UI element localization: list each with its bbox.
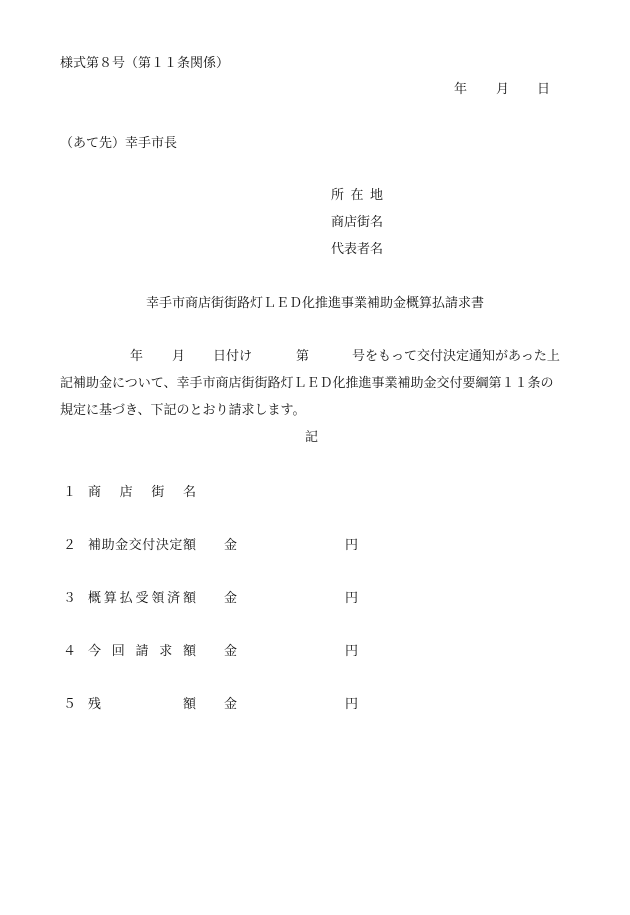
body-line3: 規定に基づき、下記のとおり請求します。	[60, 403, 306, 418]
body-number-prefix: 第	[296, 349, 310, 364]
item-kin-label: 金	[224, 644, 238, 659]
body-line2: 記補助金について、幸手市商店街街路灯ＬＥＤ化推進事業補助金交付要綱第１１条の	[60, 376, 554, 391]
applicant-rep-name-label: 代表者名	[331, 242, 384, 257]
body-year-label: 年	[130, 349, 144, 364]
applicant-shop-name-label: 商店街名	[331, 215, 384, 230]
item-kin-label: 金	[224, 591, 238, 606]
body-month-label: 月	[172, 349, 186, 364]
item-label-current-request-amount: 今 回 請 求 額	[88, 644, 196, 659]
item-number: ５	[63, 697, 77, 712]
item-yen-label: 円	[345, 644, 359, 659]
item-label-remaining-amount: 残 額	[88, 697, 196, 712]
document-title: 幸手市商店街街路灯ＬＥＤ化推進事業補助金概算払請求書	[145, 296, 484, 311]
item-number: １	[63, 485, 77, 500]
item-kin-label: 金	[224, 538, 238, 553]
item-number: ２	[63, 538, 77, 553]
item-label-shop-name: 商 店 街 名	[88, 485, 196, 500]
addressee: （あて先）幸手市長	[60, 136, 178, 151]
body-dated-label: 日付け	[213, 349, 253, 364]
date-year-label: 年	[454, 82, 468, 97]
date-day-label: 日	[537, 82, 551, 97]
ki-marker: 記	[305, 430, 319, 445]
item-label-grant-decision-amount: 補 助 金 交 付 決 定 額	[88, 538, 196, 553]
item-number: ４	[63, 644, 77, 659]
date-month-label: 月	[496, 82, 510, 97]
item-yen-label: 円	[345, 591, 359, 606]
form-number: 様式第８号（第１１条関係）	[60, 56, 230, 71]
applicant-address-label: 所 在 地	[331, 188, 383, 203]
item-number: ３	[63, 591, 77, 606]
item-yen-label: 円	[345, 538, 359, 553]
item-kin-label: 金	[224, 697, 238, 712]
item-label-advance-received-amount: 概 算 払 受 領 済 額	[88, 591, 196, 606]
item-yen-label: 円	[345, 697, 359, 712]
body-line1-rest: 号をもって交付決定通知があった上	[352, 349, 560, 364]
